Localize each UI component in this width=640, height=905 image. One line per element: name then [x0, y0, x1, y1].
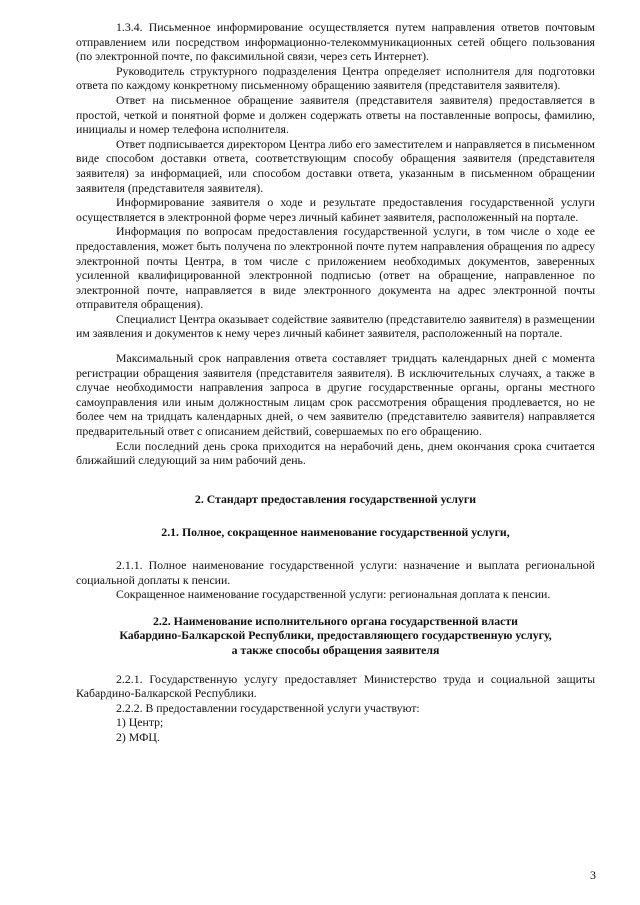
document-page — [76, 20, 595, 745]
paragraph-short-name: Сокращенное наименование государственной услуги: региональная доплата к пенсии. — [116, 587, 551, 602]
paragraph-answer-form: Ответ на письменное обращение заявителя (представителя заявителя) предоставляется в простой, четкой и понятной форме и должен содержать ответы на поставленные вопросы, фамилию, инициалы и номер телефона исполнителя. — [76, 92, 595, 137]
paragraph-email-info: Информация по вопросам предоставления государственной услуги, в том числе о ходе ее предоставления, может быть получена по электронной почте путем направления обращения по адресу электронной почты Центра, в том числе с приложением необходимых документов, заверенных усиленной квалифицированной электронной подписью (ответ на обращение, направленное по электронной почте, направляется в виде электронного документа на адрес электронной почты отправителя обращения). — [76, 224, 595, 312]
paragraph-executor: Руководитель структурного подразделения Центра определяет исполнителя для подготовки ответа по каждому конкретному письменному обращению заявителя (представителя заявителя). — [76, 63, 595, 93]
section-2-2-heading — [76, 614, 595, 658]
paragraph-answer-signing: Ответ подписывается директором Центра либо его заместителем и направляется в письменном виде способом доставки ответа, соответствующим способу обращения заявителя (представителя заявителя) за информацией, или способом доставки ответа, указанным в письменном обращении заявителя (представителя заявителя). — [76, 136, 595, 195]
section-2-2-heading-line-2: Кабардино-Балкарской Республики, предоставляющего государственную услугу, — [119, 628, 552, 643]
paragraph-2-2-1: 2.2.1. Государственную услугу предоставляет Министерство труда и социальной защиты Кабардино-Балкарской Республики. — [76, 671, 595, 701]
paragraph-specialist-help: Специалист Центра оказывает содействие заявителю (представителю заявителя) в размещении им заявления и документов к нему через личный кабинет заявителя, расположенный на портале. — [76, 311, 595, 341]
section-2-2-heading-line-3: а также способы обращения заявителя — [231, 642, 440, 657]
paragraph-2-1-1: 2.1.1. Полное наименование государственной услуги: назначение и выплата региональной социальной доплаты к пенсии. — [76, 558, 595, 587]
paragraph-1-3-4: 1.3.4. Письменное информирование осуществляется путем направления ответов почтовым отправлением или посредством информационно-телекоммуникационных сетей общего пользования (по электронной почте, по факсимильной связи, через сеть Интернет). — [76, 20, 595, 64]
list-item: 2) МФЦ. — [116, 729, 160, 744]
page-number: 3 — [590, 868, 596, 882]
section-2-2-heading-line-1: 2.2. Наименование исполнительного органа государственной власти — [153, 613, 518, 628]
paragraph-2-2-2: 2.2.2. В предоставлении государственной услуги участвуют: — [116, 700, 420, 715]
paragraph-holiday-rule: Если последний день срока приходится на нерабочий день, днем окончания срока считается ближайший следующий за ним рабочий день. — [76, 438, 595, 468]
section-2-1-heading: 2.1. Полное, сокращенное наименование государственной услуги, — [161, 525, 510, 540]
list-item: 1) Центр; — [116, 715, 164, 730]
section-2-heading: 2. Стандарт предоставления государственной услуги — [194, 491, 477, 506]
paragraph-max-term: Максимальный срок направления ответа составляет тридцать календарных дней с момента регистрации обращения заявителя (представителя заявителя). В исключительных случаях, а также в случае необходимости направления запроса в другие государственные органы, органы местного самоуправления или иным должностным лицам срок рассмотрения обращения продлевается, но не более чем на тридцать календарных дней, о чем заявителю (представителю заявителя) направляется предварительный ответ с описанием действий, совершаемых по его обращению. — [76, 351, 595, 439]
paragraph-progress-info: Информирование заявителя о ходе и результате предоставления государственной услуги осуществляется в электронной форме через личный кабинет заявителя, расположенный на портале. — [76, 195, 595, 224]
